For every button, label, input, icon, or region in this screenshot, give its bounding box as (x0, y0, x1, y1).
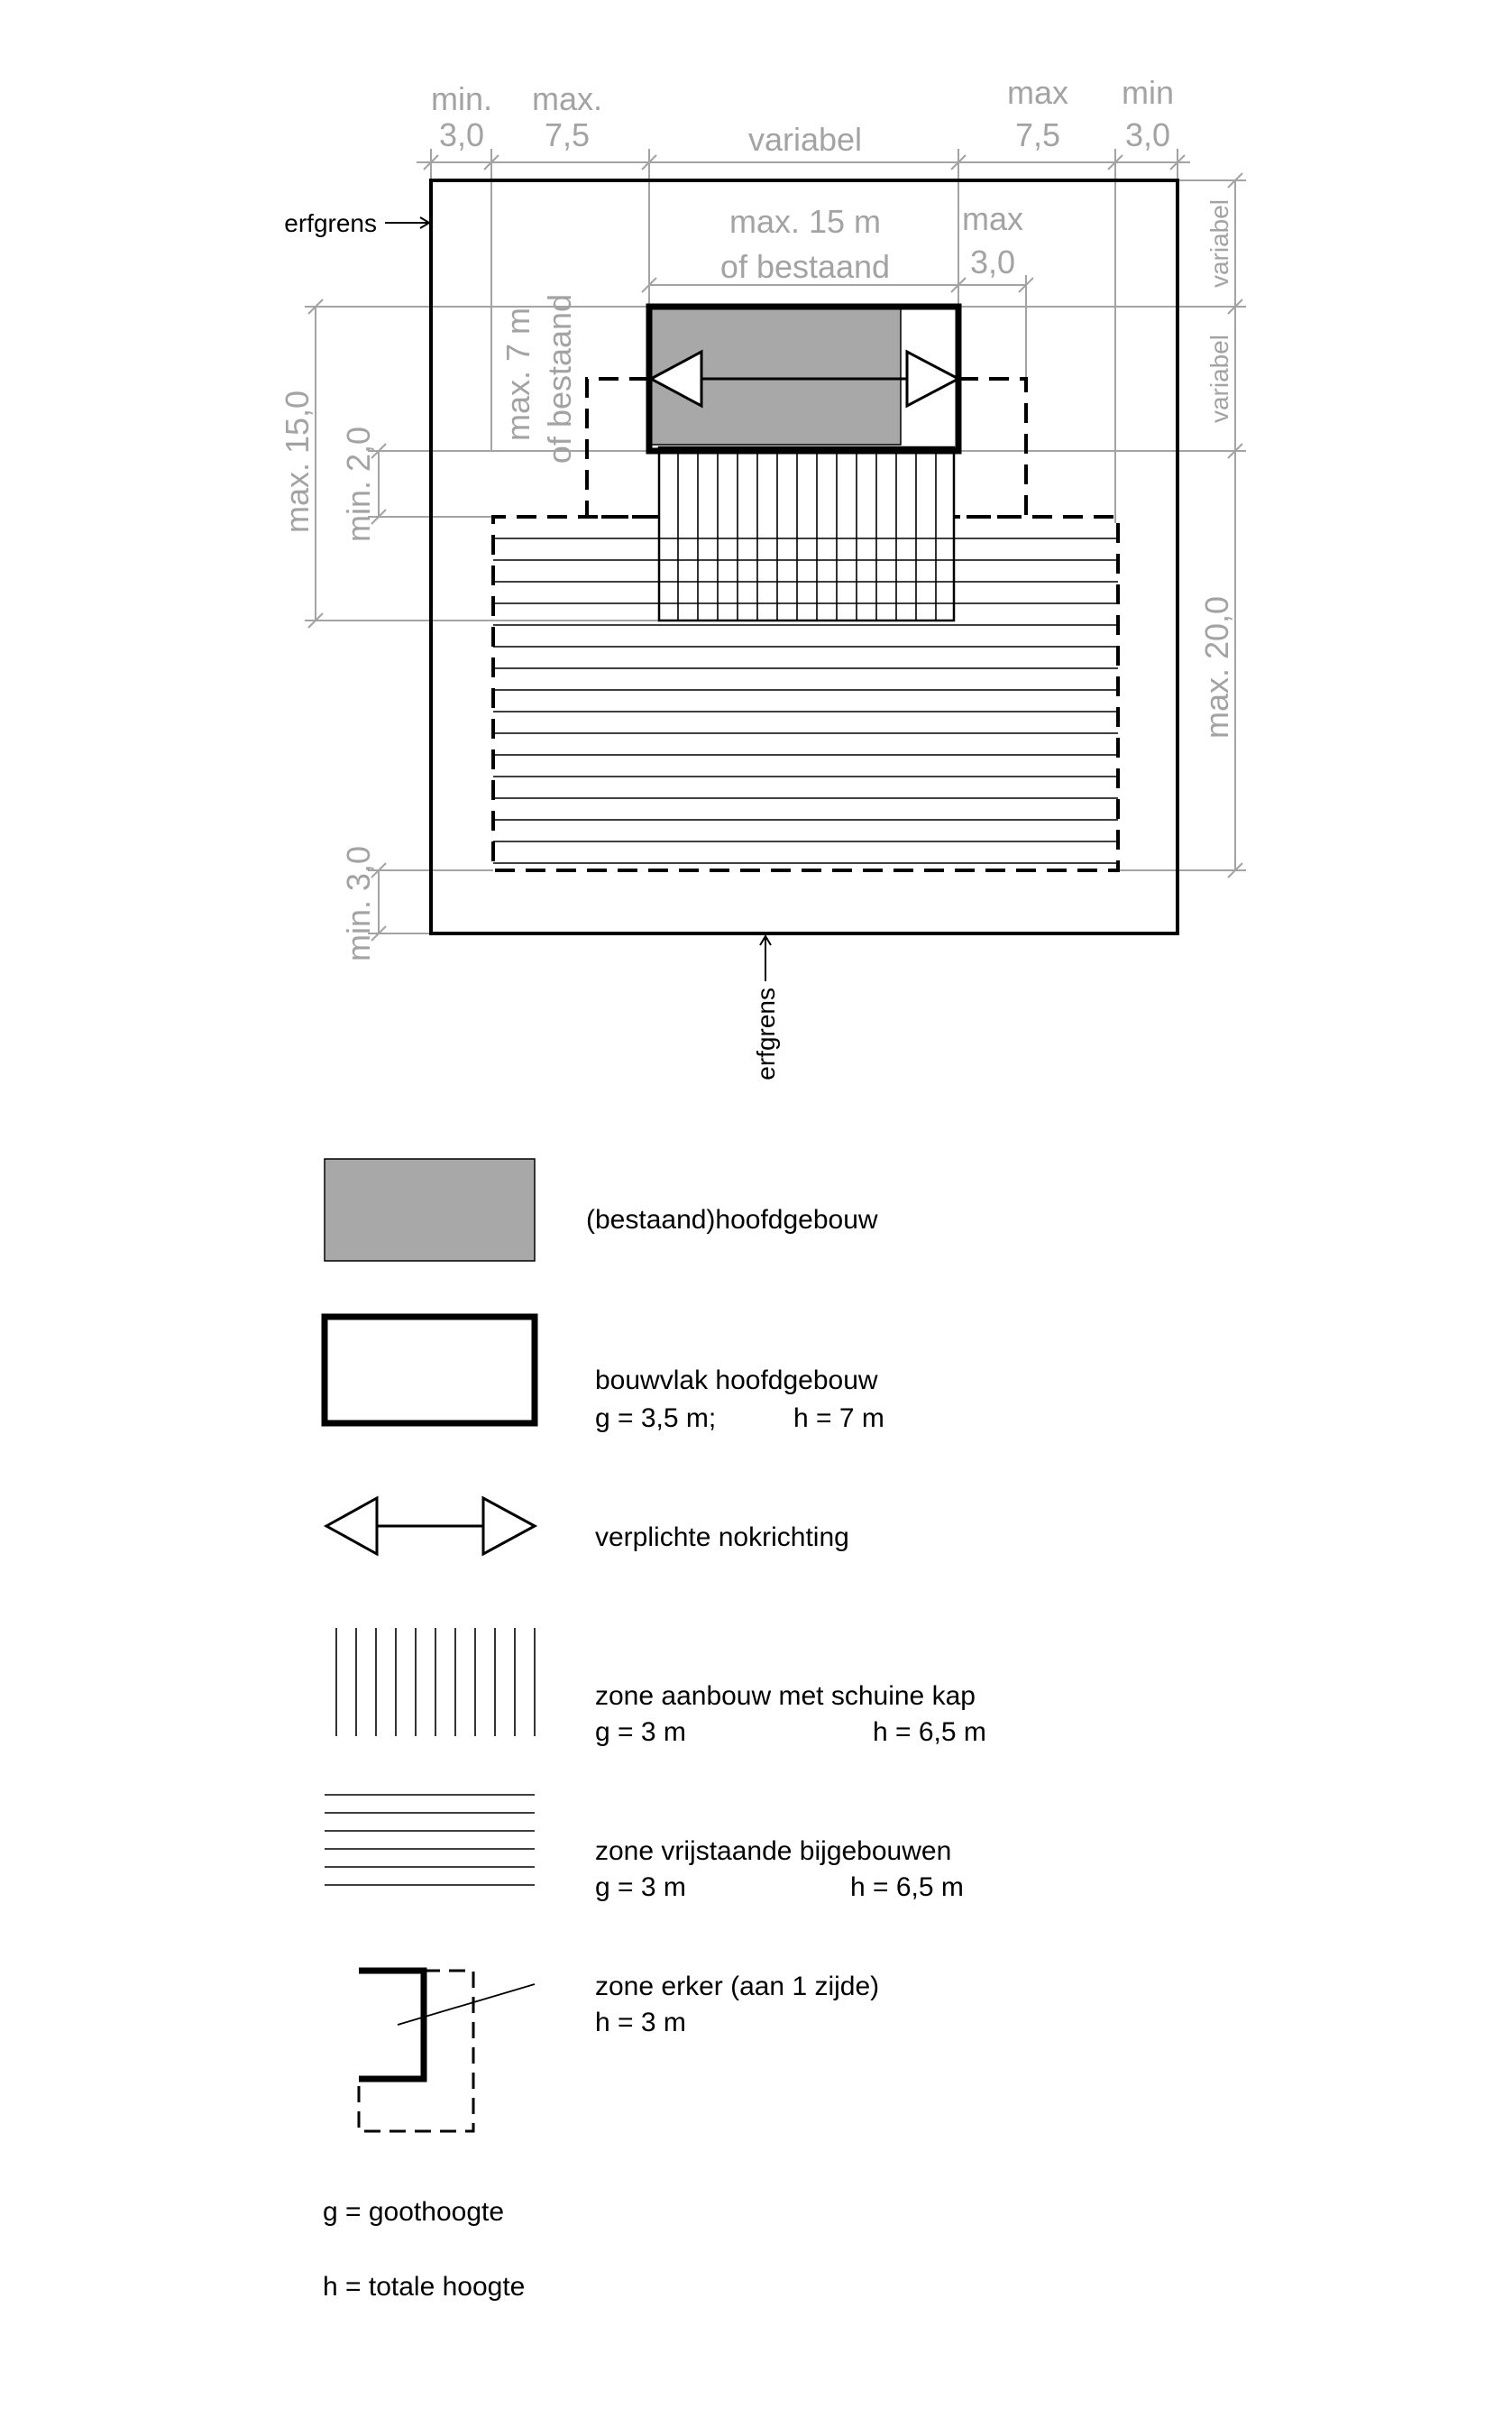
dim-min30-left-b: 3,0 (438, 116, 485, 153)
erfgrens-label-bottom: erfgrens (752, 988, 780, 1080)
note-totale-hoogte: h = totale hoogte (323, 2272, 526, 2302)
legend-double-arrow-icon (326, 1498, 535, 1554)
legend-label: verplichte nokrichting (595, 1522, 849, 1552)
dim-max7m-a: max. 7 m (499, 307, 536, 442)
legend-g-value: g = 3,5 m; (595, 1403, 717, 1433)
dim-max30-a: max (961, 200, 1024, 237)
dim-max15m-b: of bestaand (719, 248, 891, 285)
dim-variabel-right-1: variabel (1205, 198, 1233, 289)
dim-max75-right-b: 7,5 (1014, 116, 1061, 153)
legend-item-existing-building (325, 1159, 878, 1261)
legend-swatch-gray (325, 1159, 535, 1261)
erfgrens-label-top: erfgrens (284, 209, 377, 237)
legend-h-value: h = 7 m (793, 1403, 884, 1433)
legend-h-value: h = 6,5 m (850, 1872, 964, 1902)
legend-item-outbuildings-zone (325, 1795, 964, 1902)
dim-max7m-b: of bestaand (541, 293, 578, 464)
legend-vertical-hatch (336, 1628, 535, 1736)
dim-min20: min. 2,0 (340, 426, 377, 543)
dim-max75-left-b: 7,5 (544, 116, 591, 153)
site-plan (279, 74, 1246, 1080)
legend-item-building-plane (325, 1317, 884, 1433)
dim-min30-left-a: min. (430, 80, 493, 117)
legend-label: bouwvlak hoofdgebouw (595, 1365, 878, 1395)
dim-max200: max. 20,0 (1198, 595, 1235, 740)
legend-bay-window-icon (359, 1971, 535, 2131)
legend-h-value: h = 3 m (595, 2008, 686, 2037)
legend-label: zone vrijstaande bijgebouwen (595, 1836, 952, 1866)
dim-min30-right-a: min (1121, 74, 1175, 111)
legend-label: (bestaand)hoofdgebouw (586, 1205, 878, 1235)
dim-max75-left-a: max. (531, 80, 603, 117)
legend (323, 1159, 986, 2302)
legend-item-ridge-direction (326, 1498, 849, 1554)
dim-max15m-a: max. 15 m (729, 203, 882, 240)
legend-g-value: g = 3 m (595, 1717, 686, 1747)
dim-max150: max. 15,0 (279, 390, 316, 534)
dim-min30-bottom: min. 3,0 (340, 845, 377, 962)
zone-bijgebouwen (493, 517, 1118, 870)
dim-max75-right-a: max (1006, 74, 1069, 111)
legend-g-value: g = 3 m (595, 1872, 686, 1902)
legend-item-bay-window-zone (359, 1971, 879, 2131)
dim-variabel-right-2: variabel (1205, 334, 1233, 424)
dim-variabel-top: variabel (747, 121, 863, 158)
legend-swatch-thick-rect (325, 1317, 535, 1423)
legend-label: zone erker (aan 1 zijde) (595, 1972, 880, 2001)
legend-label: zone aanbouw met schuine kap (595, 1681, 976, 1711)
legend-horizontal-hatch (325, 1795, 535, 1885)
legend-item-extension-zone (336, 1628, 986, 1747)
legend-h-value: h = 6,5 m (873, 1717, 986, 1747)
dim-min30-right-b: 3,0 (1124, 116, 1171, 153)
dim-max30-b: 3,0 (969, 244, 1016, 280)
note-goothoogte: g = goothoogte (323, 2197, 505, 2227)
